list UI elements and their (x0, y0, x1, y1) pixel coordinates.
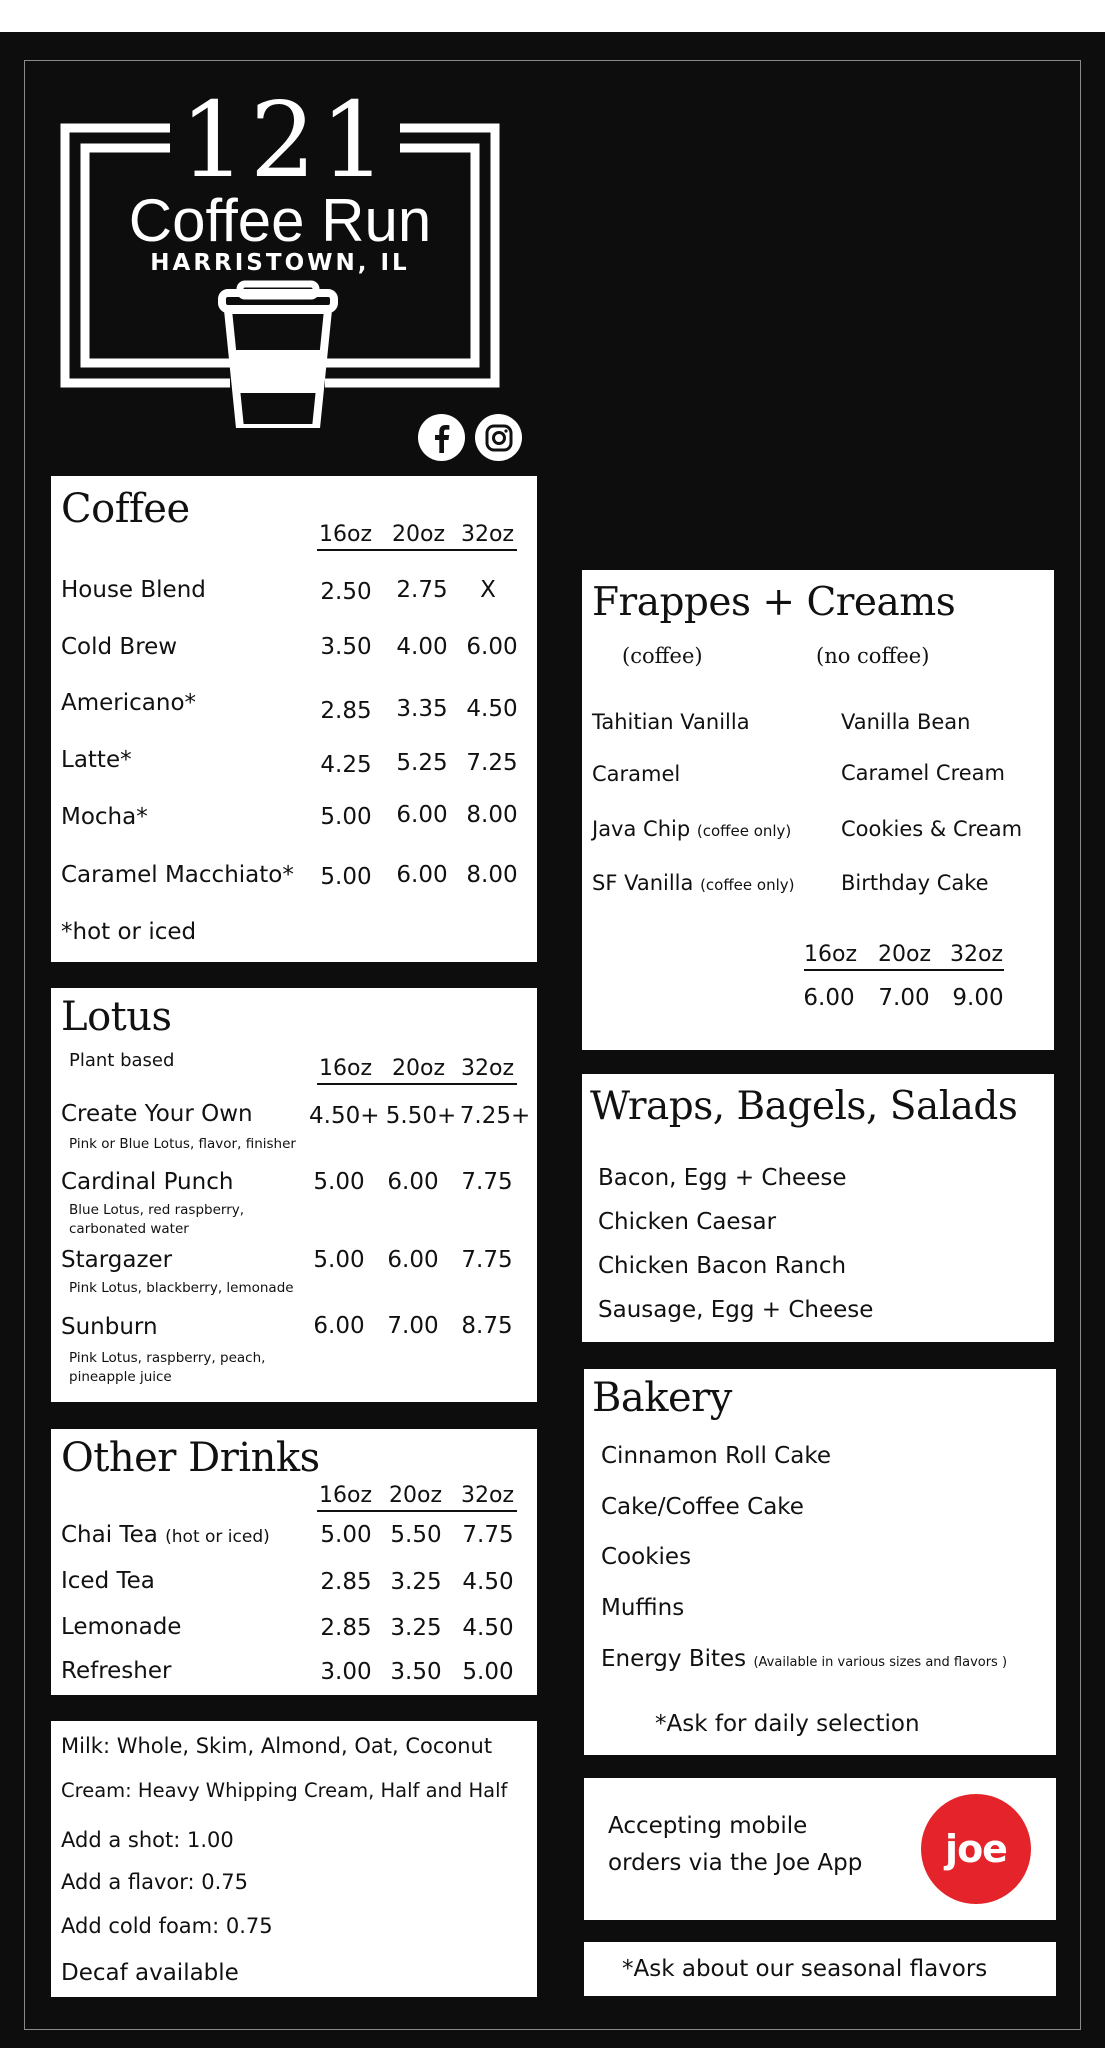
price: 7.75 (461, 1247, 513, 1273)
cream-options: Cream: Heavy Whipping Cream, Half and Half (61, 1779, 508, 1802)
coffee-cup-icon (222, 284, 334, 428)
food-item: Bacon, Egg + Cheese (598, 1165, 847, 1191)
flavor-note: (coffee only) (696, 822, 792, 840)
coffee-note: *hot or iced (61, 919, 197, 945)
flavor-item: Birthday Cake (841, 871, 989, 895)
flavor-item: Tahitian Vanilla (592, 710, 750, 734)
no-coffee-column-label: (no coffee) (816, 644, 930, 668)
energy-bites-note: (Available in various sizes and flavors ) (753, 1655, 1008, 1670)
add-cold-foam: Add cold foam: 0.75 (61, 1914, 273, 1938)
joe-app-text: orders via the Joe App (608, 1850, 863, 1876)
size-header: 20oz (389, 1483, 443, 1508)
price: 2.75 (396, 577, 448, 603)
menu-item-name: Mocha* (61, 804, 148, 830)
menu-item-name: Cold Brew (61, 634, 178, 660)
coffee-title: Coffee (61, 486, 190, 532)
size-header: 20oz (392, 522, 446, 547)
flavor-note: (coffee only) (700, 876, 795, 894)
flavor-item: Vanilla Bean (841, 710, 971, 734)
price: 6.00 (313, 1313, 365, 1339)
menu-item-note: (hot or iced) (165, 1527, 270, 1547)
milk-options: Milk: Whole, Skim, Almond, Oat, Coconut (61, 1734, 493, 1758)
size-header: 16oz (319, 1056, 373, 1081)
menu-item-name: Chai Tea (hot or iced) (61, 1522, 270, 1548)
lotus-subtitle: Plant based (69, 1050, 175, 1071)
price: 2.85 (320, 698, 372, 724)
bakery-item: Cake/Coffee Cake (601, 1494, 804, 1520)
price: 5.50 (390, 1522, 442, 1548)
facebook-icon[interactable] (418, 414, 465, 461)
menu-item-name: Create Your Own (61, 1101, 253, 1127)
price: 3.35 (396, 696, 448, 722)
price: 5.50+ (385, 1103, 457, 1129)
size-header: 16oz (319, 1483, 373, 1508)
price: X (480, 577, 496, 603)
bakery-item: Muffins (601, 1595, 685, 1621)
price: 3.25 (390, 1615, 442, 1641)
bakery-title: Bakery (592, 1375, 732, 1421)
menu-item-name: Stargazer (61, 1247, 173, 1273)
price: 4.25 (320, 752, 372, 778)
other-drinks-panel (51, 1429, 537, 1695)
price: 7.00 (387, 1313, 439, 1339)
size-header: 32oz (950, 942, 1004, 967)
price: 3.50 (390, 1659, 442, 1685)
food-item: Sausage, Egg + Cheese (598, 1297, 874, 1323)
other-drinks-title: Other Drinks (61, 1435, 320, 1481)
seasonal-note: *Ask about our seasonal flavors (622, 1956, 988, 1982)
menu-item-desc: Pink Lotus, blackberry, lemonade (69, 1280, 294, 1296)
joe-app-panel (584, 1778, 1056, 1920)
price: 7.25 (466, 750, 518, 776)
coffee-panel (51, 476, 537, 962)
extras-panel (51, 1721, 537, 1997)
price: 4.00 (396, 634, 448, 660)
size-header: 16oz (804, 942, 858, 967)
menu-item-name: Lemonade (61, 1614, 182, 1640)
flavor-item: Cookies & Cream (841, 817, 1023, 841)
menu-item-name: Iced Tea (61, 1568, 155, 1594)
price: 4.50+ (309, 1103, 380, 1129)
price: 5.00 (320, 1522, 372, 1548)
price: 5.00 (462, 1659, 514, 1685)
size-header: 32oz (461, 1056, 515, 1081)
size-header: 16oz (319, 522, 373, 547)
frappes-panel (582, 570, 1054, 1050)
logo (60, 79, 500, 428)
menu-item-desc: Pink Lotus, raspberry, peach, (69, 1350, 266, 1366)
price: 9.00 (952, 985, 1004, 1011)
menu-item-desc: Blue Lotus, red raspberry, (69, 1202, 245, 1218)
lotus-title: Lotus (61, 994, 172, 1040)
add-shot: Add a shot: 1.00 (61, 1828, 234, 1852)
menu-item-desc: Pink or Blue Lotus, flavor, finisher (69, 1136, 296, 1152)
price: 5.00 (313, 1247, 365, 1273)
menu-item-name: Latte* (61, 747, 132, 773)
coffee-column-label: (coffee) (622, 644, 703, 668)
seasonal-panel (584, 1942, 1056, 1996)
price: 6.00 (387, 1247, 439, 1273)
size-header: 20oz (392, 1056, 446, 1081)
price: 6.00 (396, 862, 448, 888)
price: 7.25+ (459, 1103, 531, 1129)
price: 3.25 (390, 1569, 442, 1595)
food-item: Chicken Caesar (598, 1209, 777, 1235)
menu-item-name: Cardinal Punch (61, 1169, 234, 1195)
price: 3.50 (320, 634, 372, 660)
instagram-icon[interactable] (475, 414, 522, 461)
wraps-panel (582, 1074, 1054, 1342)
size-underline (317, 1510, 517, 1512)
bakery-note: *Ask for daily selection (655, 1711, 920, 1737)
size-underline (804, 969, 1004, 971)
menu-item-name: Sunburn (61, 1314, 158, 1340)
menu-item-name: Americano* (61, 690, 197, 716)
logo-location: HARRISTOWN, IL (150, 250, 410, 276)
size-header: 32oz (461, 1483, 515, 1508)
price: 6.00 (387, 1169, 439, 1195)
price: 8.00 (466, 862, 518, 888)
food-item: Chicken Bacon Ranch (598, 1253, 847, 1279)
price: 2.50 (320, 579, 372, 605)
size-underline (317, 549, 517, 551)
frappes-title: Frappes + Creams (592, 580, 956, 625)
joe-app-logo[interactable]: joe (921, 1794, 1031, 1904)
size-underline (317, 1083, 517, 1085)
menu-item-name: Refresher (61, 1658, 172, 1684)
price: 8.75 (461, 1313, 513, 1339)
flavor-item: SF Vanilla (coffee only) (592, 871, 795, 895)
flavor-item: Java Chip (coffee only) (592, 817, 792, 841)
menu-item-desc: carbonated water (69, 1221, 189, 1237)
logo-number: 121 (179, 79, 391, 201)
price: 4.50 (462, 1569, 514, 1595)
wraps-title: Wraps, Bagels, Salads (590, 1084, 1018, 1129)
price: 2.85 (320, 1569, 372, 1595)
add-flavor: Add a flavor: 0.75 (61, 1870, 249, 1894)
price: 7.75 (462, 1522, 514, 1548)
price: 7.00 (878, 985, 930, 1011)
price: 8.00 (466, 802, 518, 828)
price: 2.85 (320, 1615, 372, 1641)
size-header: 20oz (878, 942, 932, 967)
price: 6.00 (466, 634, 518, 660)
menu-item-name: House Blend (61, 577, 206, 603)
price: 5.00 (320, 804, 372, 830)
price: 4.50 (466, 696, 518, 722)
flavor-item: Caramel Cream (841, 761, 1006, 785)
menu-item-desc: pineapple juice (69, 1369, 172, 1385)
bakery-item: Cinnamon Roll Cake (601, 1443, 831, 1469)
decaf-note: Decaf available (61, 1960, 239, 1986)
bakery-item: Cookies (601, 1544, 692, 1570)
price: 3.00 (320, 1659, 372, 1685)
bakery-item: Energy Bites (Available in various sizes and flavors ) (601, 1646, 1008, 1672)
size-header: 32oz (461, 522, 515, 547)
price: 7.75 (461, 1169, 513, 1195)
logo-name: Coffee Run (128, 187, 432, 254)
price: 6.00 (396, 802, 448, 828)
lotus-panel (51, 988, 537, 1402)
price: 4.50 (462, 1615, 514, 1641)
price: 5.00 (320, 864, 372, 890)
bakery-panel (584, 1369, 1056, 1755)
flavor-item: Caramel (592, 762, 681, 786)
menu-item-name: Caramel Macchiato* (61, 862, 294, 888)
price: 5.25 (396, 750, 448, 776)
joe-app-text: Accepting mobile (608, 1813, 808, 1839)
price: 5.00 (313, 1169, 365, 1195)
price: 6.00 (803, 985, 855, 1011)
